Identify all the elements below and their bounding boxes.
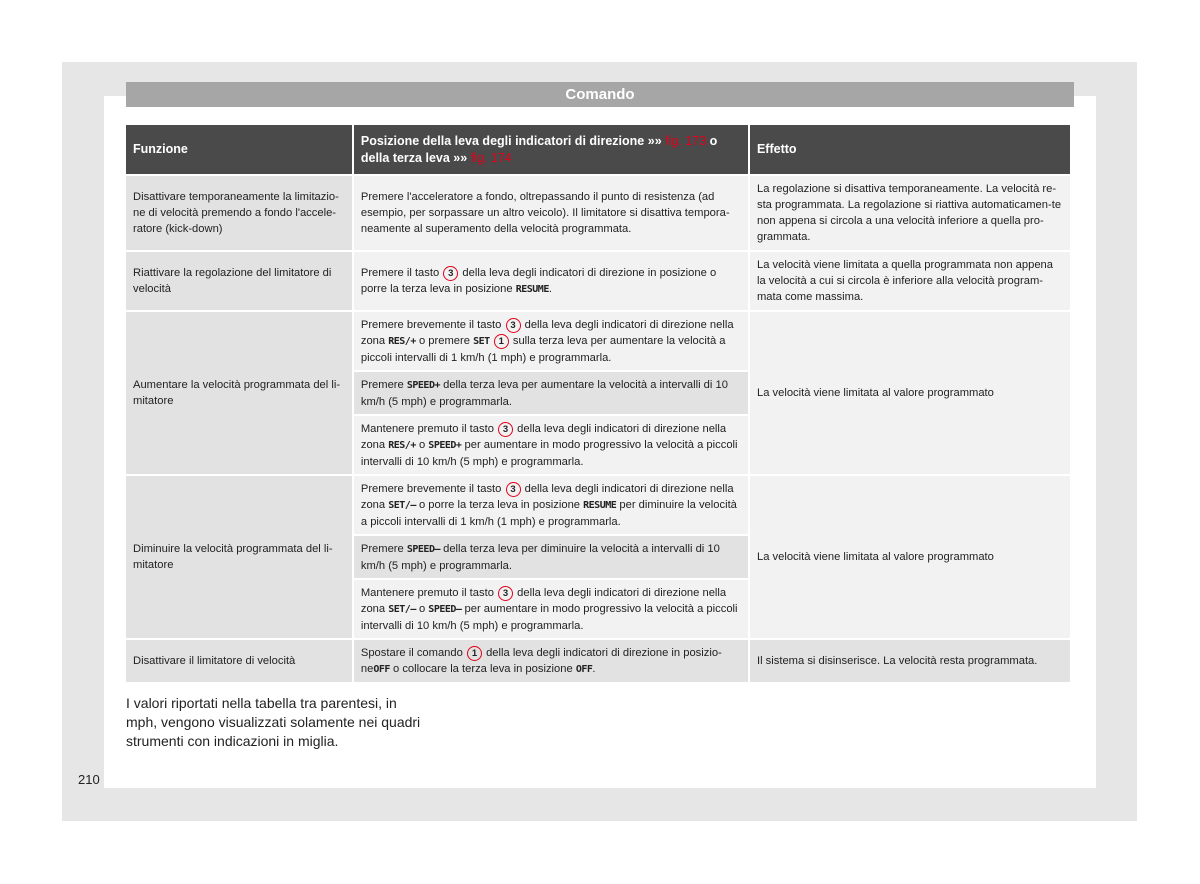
text: della terza leva per aumentare la velocità a intervalli di 10 km/h (5 mph) e programmarla. [360,378,728,408]
header-posizione [354,125,748,174]
cell-effetto: La velocità viene limitata al valore programmato [750,312,1070,474]
cell-effetto: Il sistema si disinserisce. La velocità resta programmata. [750,640,1070,682]
text: per aumentare in modo progressivo la velocità a piccoli intervalli di 10 km/h (5 mph) e programmarla. [360,438,738,468]
keyword: RESUME [583,499,617,511]
fig-173-link[interactable]: fig. 173 [665,133,707,148]
cell-effetto: La velocità viene limitata a quella programmata non appena la velocità a cui si circola è inferiore alla velocità program-mata come massima. [750,252,1070,310]
cell-funzione: Riattivare la regolazione del limitatore di velocità [126,252,352,310]
command-table [124,123,1072,684]
keyword: SPEED+ [428,439,462,451]
cell-effetto: La regolazione si disattiva temporaneamente. La velocità re-sta programmata. La regolazione si riattiva automaticamen-te non appena si circola a una velocità inferiore a quella pro-grammata. [750,176,1070,250]
table-row [126,640,1070,682]
keyword: RESUME [515,283,549,295]
button-number-icon: 1 [494,334,509,349]
fig-174-link[interactable]: fig. 174 [470,150,512,165]
arrow-ref-icon: »» [453,150,468,165]
keyword: SPEED– [406,543,440,555]
text: o porre la terza leva in posizione [418,498,581,511]
cell-posizione [354,640,748,682]
text: sulla terza leva per aumentare la velocità a piccoli intervalli di 1 km/h (1 mph) e programmarla. [360,334,726,364]
text: della leva degli indicatori di direzione nella zona [360,586,727,615]
cell-posizione [354,372,748,414]
cell-posizione: Premere l'acceleratore a fondo, oltrepassando il punto di resistenza (ad esempio, per sorpassare un altro veicolo). Il limitatore si disattiva tempora-neamente al superamento della velocità programmata. [354,176,748,250]
cell-posizione [354,580,748,638]
text: o collocare la terza leva in posizione [392,662,573,675]
keyword: SPEED– [428,603,462,615]
table-header-row [126,125,1070,174]
button-number-icon: 3 [498,586,513,601]
text: Premere brevemente il tasto [360,318,502,331]
cell-funzione: Disattivare il limitatore di velocità [126,640,352,682]
text: Spostare il comando [360,646,463,659]
footnote: I valori riportati nella tabella tra parentesi, in mph, vengono visualizzati solamente nei quadri strumenti con indicazioni in miglia. [126,695,421,749]
cell-posizione [354,416,748,474]
page-number: 210 [78,772,100,787]
text: della leva degli indicatori di direzione nella zona [360,422,727,451]
keyword: RES/+ [388,439,416,451]
keyword: SPEED+ [406,379,440,391]
cell-posizione [354,476,748,534]
keyword: RES/+ [388,335,416,347]
header-posizione-b: della terza leva [360,150,450,165]
keyword: OFF [373,663,390,675]
header-posizione-a: Posizione della leva degli indicatori di direzione [360,133,645,148]
cell-funzione: Aumentare la velocità programmata del li-mitatore [126,312,352,474]
text: Premere [360,378,404,391]
text: o [418,438,426,451]
cell-posizione [354,252,748,310]
text: della terza leva per diminuire la velocità a intervalli di 10 km/h (5 mph) e programmarla. [360,542,720,572]
text: Premere brevemente il tasto [360,482,502,495]
table-row [126,312,1070,370]
text: o [418,602,426,615]
button-number-icon: 3 [443,266,458,281]
text: della leva degli indicatori di direzione in posizio-ne [360,646,722,675]
text: Mantenere premuto il tasto [360,586,494,599]
text: Premere il tasto [360,266,440,279]
text: Mantenere premuto il tasto [360,422,494,435]
button-number-icon: 3 [506,318,521,333]
keyword: SET/– [388,603,416,615]
text: della leva degli indicatori di direzione nella zona [360,482,734,511]
table-row [126,476,1070,534]
arrow-ref-icon: »» [647,133,662,148]
button-number-icon: 3 [506,482,521,497]
text: della leva degli indicatori di direzione nella zona [360,318,734,347]
table-row [126,176,1070,250]
keyword: OFF [575,663,593,675]
header-effetto: Effetto [750,125,1070,174]
keyword: SET/– [388,499,416,511]
keyword: SET [473,335,490,347]
text: . [592,662,596,675]
button-number-icon: 3 [498,422,513,437]
text: della leva degli indicatori di direzione in posizione o porre la terza leva in posizione [360,266,717,295]
text: Premere [360,542,404,555]
cell-funzione: Diminuire la velocità programmata del li-mitatore [126,476,352,638]
section-title: Comando [126,82,1074,107]
text: o premere [418,334,470,347]
header-funzione: Funzione [126,125,352,174]
table-row [126,252,1070,310]
text: per diminuire la velocità a piccoli intervalli di 1 km/h (1 mph) e programmarla. [360,498,737,528]
header-posizione-o: o [709,133,718,148]
cell-funzione: Disattivare temporaneamente la limitazio-ne di velocità premendo a fondo l'accele-ratore (kick-down) [126,176,352,250]
cell-posizione [354,536,748,578]
button-number-icon: 1 [467,646,482,661]
cell-posizione [354,312,748,370]
cell-effetto: La velocità viene limitata al valore programmato [750,476,1070,638]
text: . [548,282,552,295]
text: per aumentare in modo progressivo la velocità a piccoli intervalli di 10 km/h (5 mph) e programmarla. [360,602,738,632]
